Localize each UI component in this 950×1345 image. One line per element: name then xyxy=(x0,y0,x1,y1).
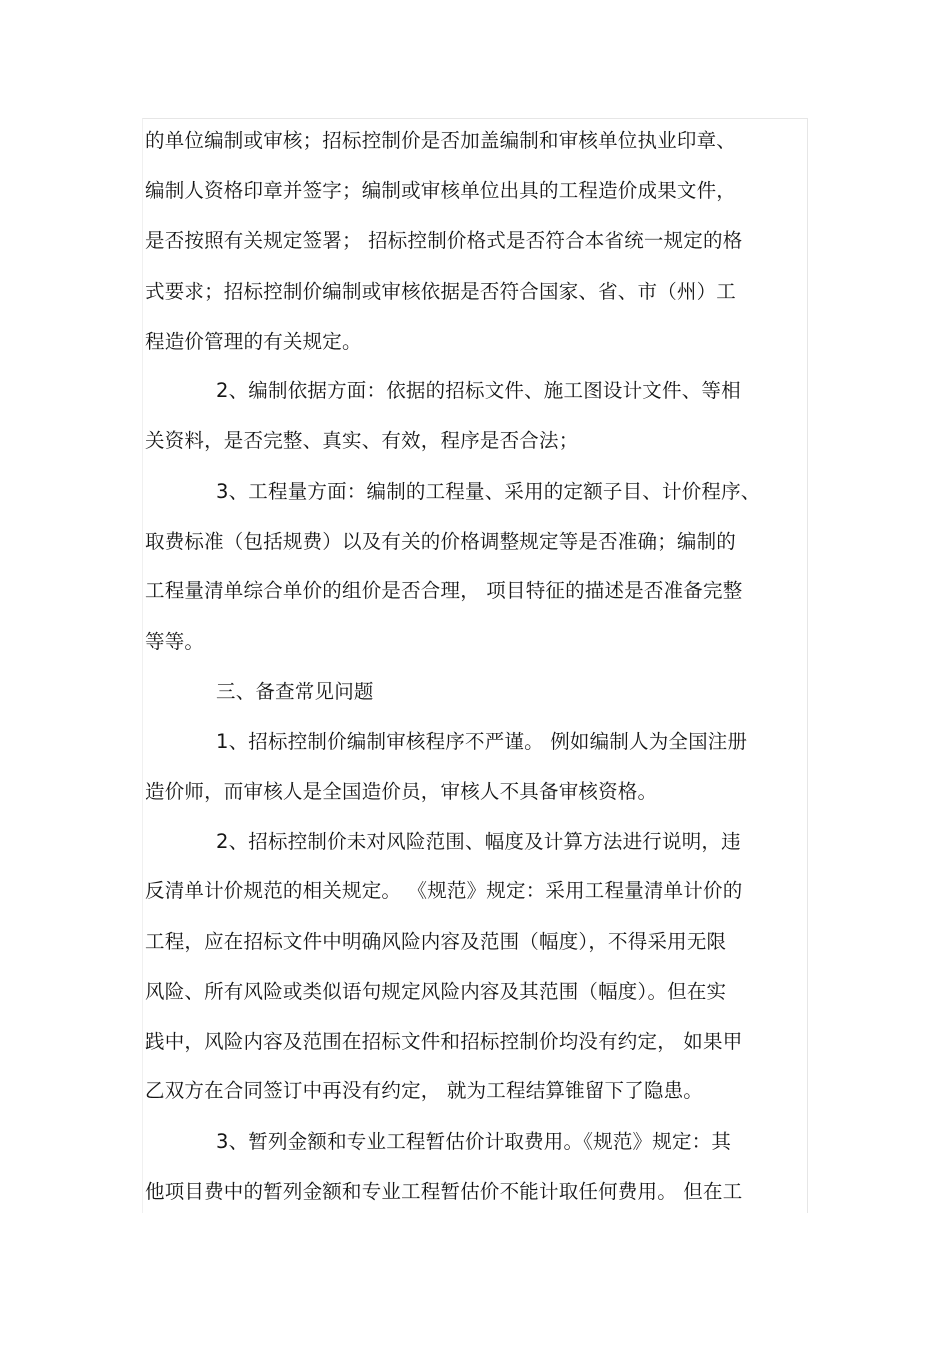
text-line-21: 3、暂列金额和专业工程暂估价计取费用。《规范》规定：其 xyxy=(216,1130,732,1153)
text-line-8: 3、工程量方面：编制的工程量、采用的定额子目、计价程序、 xyxy=(216,480,761,503)
text-line-1: 的单位编制或审核；招标控制价是否加盖编制和审核单位执业印章、 xyxy=(145,129,737,152)
text-line-7: 关资料，是否完整、真实、有效，程序是否合法； xyxy=(145,429,579,452)
text-line-13: 1、招标控制价编制审核程序不严谨。 例如编制人为全国注册 xyxy=(216,730,748,753)
text-line-6: 2、编制依据方面：依据的招标文件、施工图设计文件、等相 xyxy=(216,379,741,402)
text-line-5: 程造价管理的有关规定。 xyxy=(145,330,362,353)
text-line-10: 工程量清单综合单价的组价是否合理， 项目特征的描述是否准备完整 xyxy=(145,579,743,602)
text-line-16: 反清单计价规范的相关规定。 《规范》规定：采用工程量清单计价的 xyxy=(145,879,743,902)
text-line-22: 他项目费中的暂列金额和专业工程暂估价不能计取任何费用。 但在工 xyxy=(145,1180,743,1203)
text-line-11: 等等。 xyxy=(145,630,205,653)
section-heading: 三、备查常见问题 xyxy=(216,680,374,703)
text-line-14: 造价师，而审核人是全国造价员，审核人不具备审核资格。 xyxy=(145,780,658,803)
text-line-19: 践中，风险内容及范围在招标文件和招标控制价均没有约定， 如果甲 xyxy=(145,1030,743,1053)
text-line-2: 编制人资格印章并签字；编制或审核单位出具的工程造价成果文件， xyxy=(145,179,737,202)
text-line-4: 式要求；招标控制价编制或审核依据是否符合国家、省、市（州）工 xyxy=(145,280,737,303)
text-line-15: 2、招标控制价未对风险范围、幅度及计算方法进行说明，违 xyxy=(216,830,741,853)
text-line-3: 是否按照有关规定签署； 招标控制价格式是否符合本省统一规定的格 xyxy=(145,229,743,252)
text-line-17: 工程，应在招标文件中明确风险内容及范围（幅度），不得采用无限 xyxy=(145,930,727,953)
text-line-18: 风险、所有风险或类似语句规定风险内容及其范围（幅度）。但在实 xyxy=(145,980,727,1003)
text-line-20: 乙双方在合同签订中再没有约定， 就为工程结算锥留下了隐患。 xyxy=(145,1079,703,1102)
text-line-9: 取费标准（包括规费）以及有关的价格调整规定等是否准确；编制的 xyxy=(145,530,737,553)
